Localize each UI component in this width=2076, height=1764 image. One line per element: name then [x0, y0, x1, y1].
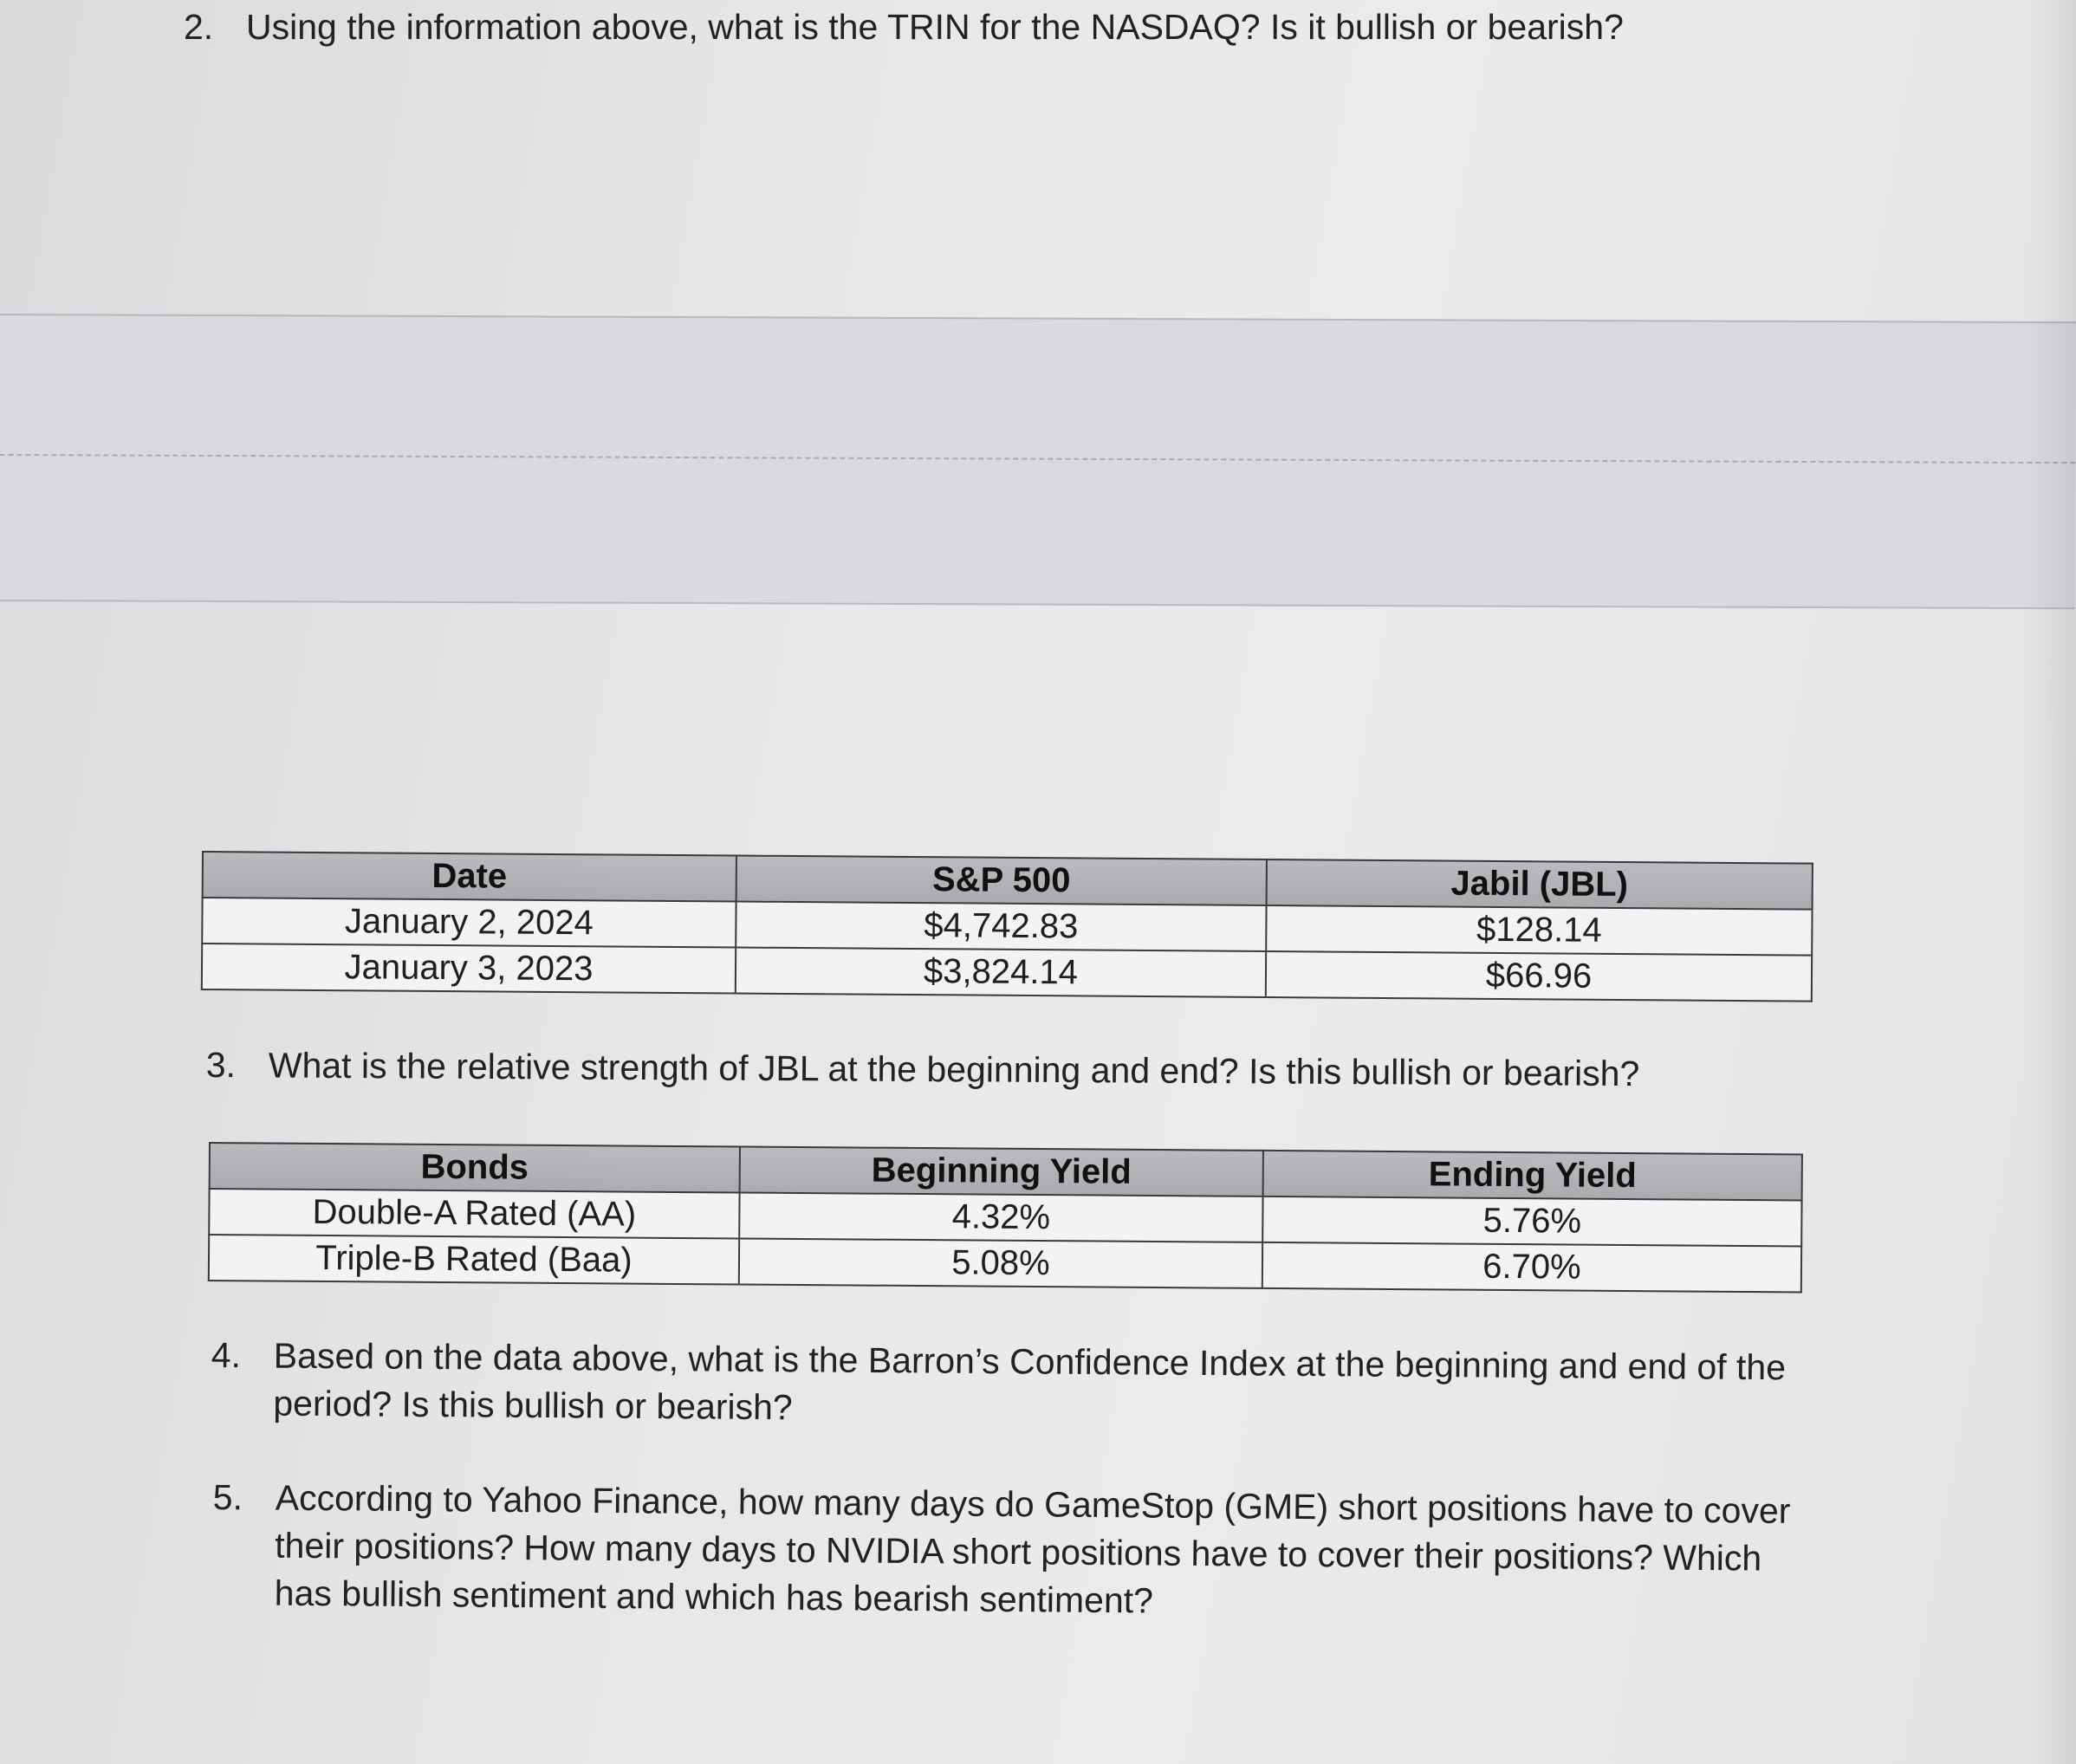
price-table [201, 851, 1813, 1002]
ending-yield-cell: 5.76% [1262, 1197, 1801, 1247]
question-5-text: According to Yahoo Finance, how many days do GameStop (GME) short positions have to cover their positions? How many days to NVIDIA short positions have to cover their positions? Which has bullish sentiment and which has bearish sentiment? [274, 1477, 1791, 1621]
answer-dashed-divider [0, 454, 2075, 464]
question-3-text: What is the relative strength of JBL at the beginning and end? Is this bullish or bearish? [268, 1045, 1640, 1094]
price-date-cell: January 2, 2024 [202, 898, 736, 948]
price-table-header-jbl: Jabil (JBL) [1267, 859, 1813, 910]
question-2-text: Using the information above, what is the TRIN for the NASDAQ? Is it bullish or bearish? [246, 7, 1624, 47]
price-table-header-date: Date [203, 852, 736, 902]
question-3-number: 3. [205, 1044, 237, 1086]
bond-name-cell: Double-A Rated (AA) [209, 1189, 739, 1238]
question-2-number: 2. [184, 7, 214, 47]
jbl-price-cell: $66.96 [1266, 951, 1812, 1002]
bond-name-cell: Triple-B Rated (Baa) [209, 1235, 739, 1284]
beginning-yield-cell: 5.08% [739, 1238, 1262, 1287]
jbl-price-cell: $128.14 [1266, 905, 1812, 956]
sp500-price-cell: $4,742.83 [736, 902, 1266, 951]
screen-edge-shadow [2024, 0, 2076, 1764]
beginning-yield-cell: 4.32% [739, 1192, 1262, 1242]
bond-table-header-beginning-yield: Beginning Yield [740, 1146, 1263, 1196]
question-4-text: Based on the data above, what is the Barron’s Confidence Index at the beginning and end of the period? Is this bullish or bearish? [273, 1335, 1787, 1428]
question-4-number: 4. [211, 1334, 242, 1376]
bond-yield-table [208, 1142, 1803, 1293]
question-5 [212, 1474, 1825, 1621]
price-date-cell: January 3, 2023 [202, 944, 736, 994]
question-5-number: 5. [212, 1476, 243, 1518]
question-3 [205, 1041, 1939, 1094]
ending-yield-cell: 6.70% [1262, 1242, 1801, 1293]
bond-table-header-ending-yield: Ending Yield [1263, 1151, 1802, 1201]
question-4 [211, 1332, 1823, 1428]
sp500-price-cell: $3,824.14 [736, 948, 1266, 997]
answer-area[interactable] [0, 314, 2076, 609]
bond-table-header-bonds: Bonds [210, 1143, 740, 1192]
price-table-header-sp500: S&P 500 [736, 856, 1267, 905]
